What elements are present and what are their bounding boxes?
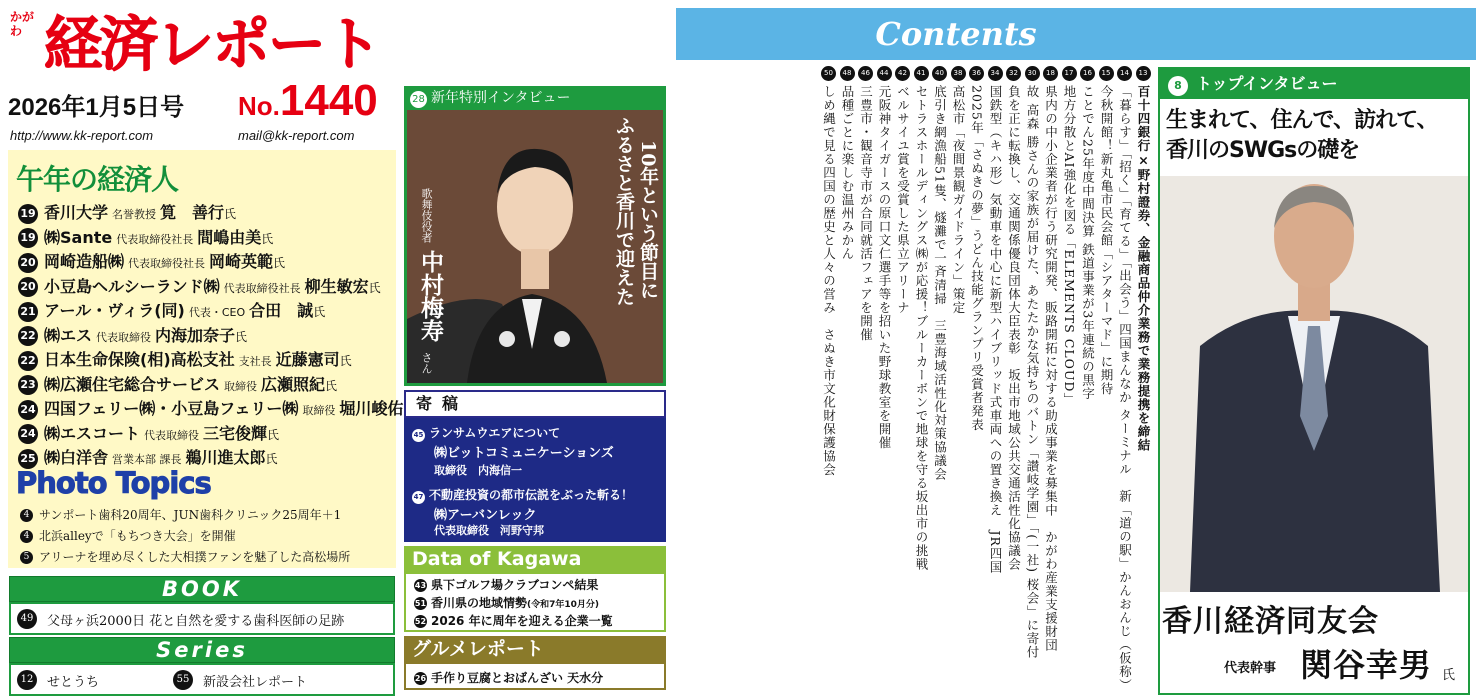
economist-honorific: 氏 — [339, 354, 352, 368]
page-number-badge: 22 — [18, 351, 38, 371]
page-number-badge: 16 — [1080, 66, 1095, 81]
page-number-badge: 40 — [932, 66, 947, 81]
list-item-text: 県下ゴルフ場クラブコンペ結果 — [431, 578, 599, 592]
economist-row[interactable] — [18, 372, 337, 396]
toc-entry[interactable] — [1097, 66, 1115, 396]
toc-entry[interactable] — [986, 66, 1004, 574]
toc-entry-text: 品種ごとに楽しむ温州みかん — [840, 85, 855, 261]
economist-honorific: 氏 — [261, 231, 274, 246]
list-item[interactable] — [414, 594, 599, 611]
toc-entry[interactable] — [968, 66, 986, 431]
top-interview-label: トップインタビュー — [1196, 74, 1338, 93]
list-item-text: 香川県の地域情勢 — [431, 596, 528, 610]
headline-line-1: 生まれて、住んで、訪れて、 — [1166, 108, 1438, 133]
contribution-org: ㈱アーバンレック — [434, 508, 537, 523]
economist-name: 柳生敏宏 — [304, 276, 369, 296]
photo-topic-item[interactable] — [20, 548, 350, 565]
page-number-badge: 23 — [18, 375, 38, 395]
toc-entry[interactable] — [875, 66, 893, 450]
economist-honorific: 氏 — [265, 452, 278, 466]
economist-role: 代表取締役社長 — [128, 257, 206, 270]
toc-entry[interactable] — [1005, 66, 1023, 571]
economist-row[interactable] — [18, 347, 352, 371]
toc-entry[interactable] — [1023, 66, 1041, 659]
contribution-org: ㈱ビットコミュニケーションズ — [434, 446, 614, 461]
page-number-badge: 5 — [20, 551, 33, 564]
page-number-badge: 19 — [18, 228, 38, 248]
page-number-badge: 51 — [414, 599, 427, 608]
photo-topic-item[interactable] — [20, 527, 236, 544]
list-item-note: (令和7年10月分) — [527, 600, 600, 610]
page-number-badge: 49 — [17, 609, 37, 629]
economist-role: 代表取締役社長 — [116, 232, 194, 246]
executive-honorific: 氏 — [1442, 668, 1456, 683]
economist-honorific: 氏 — [224, 207, 237, 221]
toc-entry-text: 県内の中小企業者が行う研究開発、販路開拓に対する助成事業を募集中 かがわ産業支援財団 — [1043, 85, 1059, 652]
book-item[interactable] — [9, 602, 395, 635]
economist-row[interactable] — [18, 421, 279, 445]
photo-topic-text: 北浜alleyで「もちつき大会」を開催 — [39, 529, 236, 543]
contribution-item[interactable] — [412, 424, 560, 442]
page-number-badge: 45 — [412, 429, 425, 442]
toc-entry[interactable] — [949, 66, 967, 315]
list-item-text: 手作り豆腐とおばんざい 天水分 — [431, 671, 604, 685]
guest-name: 中村梅寿 — [417, 250, 444, 342]
issue-date: 2026年1月5日号 — [8, 94, 185, 121]
contribution-author — [434, 462, 522, 478]
page-number-badge: 14 — [1117, 66, 1132, 81]
contribution-item[interactable] — [412, 486, 633, 504]
toc-entry[interactable] — [1134, 66, 1152, 452]
economist-honorific: 氏 — [235, 329, 248, 344]
contribution-heading: 寄稿 — [404, 390, 666, 418]
list-item-text: 2026 年に周年を迎える企業一覧 — [431, 614, 613, 628]
toc-entry-text: ベルサイユ賞を受賞した県立アリーナ — [895, 85, 911, 315]
economist-org: ㈱白洋舎 — [44, 448, 109, 467]
page-number-badge: 30 — [1025, 66, 1040, 81]
economist-org: ㈱Sante — [44, 227, 113, 247]
contribution-title: ランサムウエアについて — [429, 426, 561, 440]
page-number-badge: 24 — [18, 424, 38, 444]
toc-entry-text: しめ縄で見る四国の歴史と人々の営み さぬき市文化財保護協会 — [821, 85, 837, 477]
page-number-badge: 46 — [858, 66, 873, 81]
economist-name: 堀川峻佑 — [339, 399, 404, 418]
page-number-badge: 20 — [18, 277, 38, 297]
top-interview-header[interactable] — [1160, 69, 1468, 99]
toc-entry-text: 今秋開館！新丸亀市民会館「シアターマド」に期待 — [1099, 85, 1114, 396]
toc-entry[interactable] — [820, 66, 838, 477]
economist-org: 四国フェリー㈱・小豆島フェリー㈱ — [44, 399, 299, 418]
gourmet-heading: グルメレポート — [404, 636, 666, 662]
toc-entry-text: 百十四銀行×野村證券、金融商品仲介業務で業務提携を締結 — [1136, 85, 1151, 452]
contents-title: Contents — [875, 15, 1037, 53]
photo-topic-text: サンポート歯科20周年、JUN歯科クリニック25周年＋1 — [39, 508, 342, 522]
page-number-badge: 48 — [840, 66, 855, 81]
toc-entry-text: 底引き網漁船51隻、燧灘で一斉清掃 三豊海域活性化対策協議会 — [932, 85, 948, 481]
page-number-badge: 4 — [20, 530, 33, 543]
photo-topics-title: Photo Topics — [16, 466, 211, 500]
economist-honorific: 氏 — [273, 256, 286, 270]
author-role: 代表取締役 — [434, 524, 489, 537]
contribution-title: 不動産投資の都市伝説をぶった斬る！ — [429, 488, 634, 502]
executive-role: 代表幹事 — [1224, 661, 1277, 676]
economist-name: 広瀬照紀 — [261, 374, 326, 394]
page-number-badge: 18 — [1043, 66, 1058, 81]
economist-name: 近藤憲司 — [275, 350, 340, 369]
page-number-badge: 38 — [951, 66, 966, 81]
gourmet-box — [404, 662, 666, 690]
site-url[interactable]: http://www.kk-report.com — [10, 128, 154, 143]
economist-honorific: 氏 — [325, 378, 338, 393]
list-item[interactable] — [414, 612, 613, 629]
table-of-contents — [806, 66, 1152, 696]
page-number-badge: 8 — [1168, 76, 1188, 96]
page-number-badge: 12 — [17, 670, 37, 690]
toc-entry[interactable] — [1042, 66, 1060, 652]
mail-address[interactable]: mail@kk-report.com — [238, 128, 355, 143]
list-item[interactable] — [414, 669, 603, 686]
logo: 経済レポート — [44, 10, 381, 78]
toc-entry[interactable] — [838, 66, 856, 261]
guest-role: 歌舞伎役者 — [420, 188, 433, 243]
page-number-badge: 26 — [414, 674, 427, 683]
issue-num: 1440 — [279, 76, 378, 125]
guest-honorific: さん — [420, 352, 433, 374]
toc-entry-text: 元阪神タイガースの原口文仁選手等を招いた野球教室を開催 — [877, 85, 892, 450]
page-number-badge: 19 — [18, 204, 38, 224]
list-item[interactable] — [414, 576, 598, 593]
economist-role: 営業本部 課長 — [112, 453, 182, 466]
economist-org: ㈱エス — [44, 325, 93, 345]
page-number-badge: 50 — [821, 66, 836, 81]
economist-row[interactable] — [18, 396, 415, 420]
photo-topic-text: アリーナを埋め尽くした大相撲ファンを魅了した高松場所 — [39, 550, 351, 564]
toc-entry-text: 「暮らす」「招く」「育てる」「出会う」四国まんなか ターミナル 新「道の駅」かんおんじ（仮称） — [1117, 85, 1133, 693]
page-number-badge: 32 — [1006, 66, 1021, 81]
toc-entry-text: 地方分散とAI強化を図る「ELEMENTS CLOUD」 — [1062, 85, 1077, 406]
page-number-badge: 34 — [988, 66, 1003, 81]
economist-role: 取締役 — [302, 404, 336, 417]
special-interview-label: 新年特別インタビュー — [431, 90, 571, 106]
economist-name: 三宅俊輝 — [203, 423, 268, 443]
page-number-badge: 20 — [18, 253, 38, 273]
toc-entry-text: 高松市「夜間景観ガイドライン」策定 — [951, 85, 966, 315]
economist-row[interactable] — [18, 298, 325, 322]
toc-entry-text: 2025年「さぬきの夢」うどん技能グランプリ受賞者発表 — [969, 85, 985, 432]
economist-name: 合田 誠 — [249, 301, 314, 320]
economist-name: 岡崎英範 — [209, 252, 274, 271]
economist-row[interactable] — [18, 200, 236, 224]
toc-entry-text: 国鉄型（キハ形）気動車を中心に新型ハイブリッド式車両への置き換え JR四国 — [988, 85, 1003, 574]
executive-photo — [1160, 176, 1468, 592]
book-text: 父母ヶ浜2000日 花と自然を愛する歯科医師の足跡 — [47, 614, 345, 629]
page-number-badge: 52 — [414, 617, 427, 626]
economist-org: ㈱エスコート — [44, 423, 141, 443]
series-item-new-companies[interactable]: 新設会社レポート — [203, 675, 308, 690]
page-number-badge: 42 — [895, 66, 910, 81]
author-name: 河野守邦 — [500, 524, 544, 537]
economist-org: 日本生命保険(相)高松支社 — [44, 350, 235, 369]
headline-line-2: 10年という節目に — [637, 140, 659, 300]
interview-headline — [612, 116, 662, 376]
contribution-list — [404, 418, 666, 542]
toc-entry[interactable] — [931, 66, 949, 481]
data-of-kagawa-list — [404, 572, 666, 632]
economist-role: 代表取締役 — [144, 428, 200, 442]
book-heading: BOOK — [9, 576, 395, 602]
page-number-badge: 28 — [410, 91, 427, 108]
economist-org: 小豆島ヘルシーランド㈱ — [44, 276, 220, 296]
economist-role: 代表取締役社長 — [223, 281, 301, 295]
page-number-badge: 13 — [1136, 66, 1151, 81]
economist-honorific: 氏 — [313, 305, 326, 319]
page-number-badge: 15 — [1099, 66, 1114, 81]
economist-honorific: 氏 — [368, 280, 381, 295]
author-role: 取締役 — [434, 464, 467, 477]
economist-row[interactable] — [18, 274, 381, 298]
economist-role: 代表・CEO — [188, 306, 246, 319]
toc-entry-text: 故 高森 勝さんの家族が届けた、あたたかな気持ちのバトン「讃岐学園」「(一社) 桜会」に寄付 — [1025, 85, 1040, 659]
page-number-badge: 24 — [18, 400, 38, 420]
economist-row[interactable] — [18, 225, 273, 249]
economist-org: 岡崎造船㈱ — [44, 252, 125, 271]
economist-role: 支社長 — [238, 355, 272, 368]
page-number-badge: 17 — [1062, 66, 1077, 81]
economist-name: 内海加奈子 — [155, 325, 236, 345]
top-interview-headline — [1166, 106, 1466, 166]
page-number-badge: 43 — [414, 581, 427, 590]
page-number-badge: 22 — [18, 326, 38, 346]
series-items — [9, 663, 395, 696]
issue-prefix: No. — [238, 91, 280, 121]
toc-entry-text: 負を正に転換し、交通関係優良団体大臣表彰 坂出市地域公共交通活性化協議会 — [1006, 85, 1022, 571]
economist-row[interactable] — [18, 445, 278, 469]
page-number-badge: 47 — [412, 491, 425, 504]
data-of-kagawa-heading: Data of Kagawa — [404, 546, 666, 572]
economist-honorific: 氏 — [267, 427, 280, 442]
page-number-badge: 41 — [914, 66, 929, 81]
economist-role: 代表取締役 — [96, 330, 152, 344]
headline-line-2: 香川のSWGsの礎を — [1166, 138, 1360, 163]
page-number-badge: 21 — [18, 302, 38, 322]
economist-org: 香川大学 — [44, 203, 109, 222]
issue-number — [238, 76, 378, 126]
economist-row[interactable] — [18, 249, 285, 273]
headline-line-1: ふるさと香川で迎えた — [613, 116, 635, 306]
economist-role: 名誉教授 — [112, 208, 157, 221]
toc-entry[interactable] — [857, 66, 875, 342]
contribution-author — [434, 522, 544, 538]
executive-name: 関谷幸男 — [1300, 646, 1433, 684]
toc-entry[interactable] — [1079, 66, 1097, 400]
logo-small-text: かがわ — [10, 10, 35, 38]
photo-topic-item[interactable] — [20, 506, 341, 523]
toc-entry[interactable] — [912, 66, 930, 571]
toc-entry[interactable] — [1116, 66, 1134, 692]
page-number-badge: 25 — [18, 449, 38, 469]
organization-name: 香川経済同友会 — [1162, 604, 1379, 639]
page-number-badge: 36 — [969, 66, 984, 81]
series-item-setouchi[interactable]: せとうち — [47, 675, 100, 690]
page-number-badge: 4 — [20, 509, 33, 522]
economist-role: 取締役 — [224, 379, 258, 393]
series-heading: Series — [9, 637, 395, 663]
toc-entry[interactable] — [894, 66, 912, 315]
economist-row[interactable] — [18, 323, 247, 347]
economist-name: 鵜川進太郎 — [185, 448, 266, 467]
economist-name: 筧 善行 — [160, 203, 225, 222]
economist-org: アール・ヴィラ(同) — [44, 301, 185, 320]
author-name: 内海信一 — [478, 464, 522, 477]
economist-org: ㈱広瀬住宅総合サービス — [44, 374, 221, 394]
page-number-badge: 55 — [173, 670, 193, 690]
toc-entry[interactable] — [1060, 66, 1078, 406]
toc-entry-text: セトラスホールディングス㈱が応援！ブルーカーボンで地球を守る坂出市の挑戦 — [914, 85, 929, 571]
page-number-badge: 44 — [877, 66, 892, 81]
section-title: 午年の経済人 — [16, 163, 179, 196]
toc-entry-text: 三豊市・観音寺市が合同就活フェアを開催 — [858, 85, 874, 342]
toc-entry-text: ことでん25年度中間決算 鉄道事業が3年連続の黒字 — [1080, 85, 1096, 401]
economist-name: 間嶋由美 — [197, 227, 262, 247]
special-interview-header[interactable] — [404, 86, 666, 110]
